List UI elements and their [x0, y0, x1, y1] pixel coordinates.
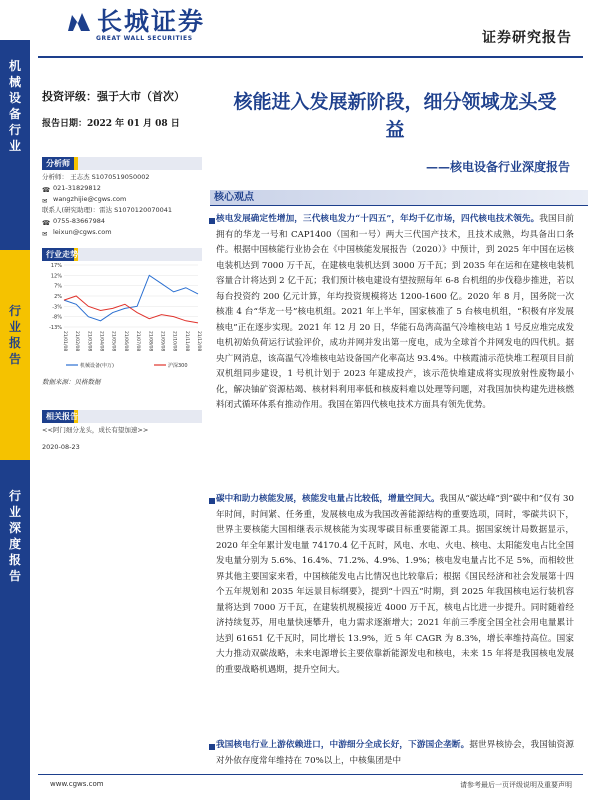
footer-url[interactable]: www.cgws.com	[50, 780, 104, 788]
contact-email[interactable]: ✉ leixun@cgws.com	[42, 228, 112, 238]
x-tick-label: 21/04/08	[98, 331, 104, 352]
contact-name: 联系人(研究助理)：雷达 S1070120070041	[42, 206, 173, 214]
core-view-head	[210, 190, 588, 205]
paragraph-2-lead: 碳中和助力核能发展，核能发电量占比较低，增量空间大。	[216, 494, 440, 504]
paragraph-2-body: 我国从“碳达峰”到“碳中和”仅有 30 年时间，时间紧、任务重，发展核电成为我国改善能源结构的重要选项，同时，零碳共识下，世界主要核能大国相继表示规核能为实现零碳目标重要能源工具。据国家统计局数据显示，2020 年全年累计发电量 74170.4 亿千瓦时，风电、水电、火电、核电、太阳能发电占比全国发电量分别为 5.6%、16.4%、71.2%、4.9%、1.9%；核电发电量占比不足 5%，而相较世界其他主要国家来看，中国核能发电占比情况也比较靠后；根据《国民经济和社会发展第十四个五年规划和 2035 年远景目标纲要》，提到“十四五”时期，到 2025 年我国核电运行装机容量将达到 7000 万千瓦，在建装机规模接近 4000 万千瓦，核电占比进一步提升。同时随着经济持续复苏，用电量快速攀升，电力需求逐渐增大；2021 年前三季度全国全社会用电量累计达到 61651 亿千瓦时，同比增长 13.9%，近 5 年 CAGR 为 8.3%，增长率维持高位。国家大力推动双碳战略，未来电源增长主要依靠新能源发电和核电，未来 15 年将是我国核电发展的重要战略机遇期，提升空间大。	[216, 494, 574, 675]
x-tick-label: 21/11/08	[183, 331, 189, 352]
bullet-icon	[209, 218, 215, 224]
sidebar-char: 告	[8, 569, 21, 583]
x-tick-label: 21/06/08	[122, 331, 128, 352]
sidebar-char: 行	[8, 123, 21, 137]
logo	[66, 8, 205, 36]
report-subtitle: ——核电设备行业深度报告	[425, 160, 570, 174]
mail-icon: ✉	[42, 229, 48, 238]
analyst-email[interactable]: ✉ wangzhijie@cgws.com	[42, 195, 127, 205]
bullet-icon	[209, 744, 215, 750]
sidebar-char: 行	[8, 489, 21, 503]
analyst-section-head: 分析师	[42, 157, 202, 170]
legend-label: 沪深300	[168, 363, 188, 369]
sidebar-char: 备	[8, 107, 21, 121]
sidebar-label-report	[0, 303, 30, 367]
industry-trend-chart	[42, 261, 202, 371]
logo-text: 长城证券	[97, 7, 206, 36]
sidebar-char: 设	[8, 91, 21, 105]
paragraph-2	[216, 492, 574, 678]
paragraph-1-body: 我国目前拥有的华龙一号和 CAP1400（国和一号）两大三代国产技术，且技术成熟，均具备出口条件。根据中国核能行业协会在《中国核能发展报告（2020）》中预计，到 2025 年中国在运核电装机达到 7000 万千瓦，在建核电装机达到 3000 万千瓦；到 2035 年在运和在建核电装机容量合计将达到 2 亿千瓦；我们预计核电建设有望按照每年 6-8 台机组的步伐稳步推进，若以每台投资约 200 亿元计算，年均投资规模将达 1200-1600 亿。2020 年 8 月，国务院一次核准 4 台“华龙一号”核电机组。2021 年上半年，国家核准了 5 台核电机组，“积极有序发展核电”正在逐步实现。2021 年 12 月 20 日，华能石岛湾高温气冷堆核电站 1 号反应堆完成发电机初始负荷运行试验评价，成功并网并发出第一度电，成为全球首个并网发电的四代机。据央广网消息，该高温气冷堆核电站设备国产化率高达 93.4%。中核霞浦示范快堆工程项目目前双机组同步建设，1 号机计划于 2023 年建成投产，该示范快堆建成将实现放射性废物最小化，解决铀矿资源枯竭、核材料利用率低和核废料难以处理等问题，对我国加快构建先进核燃料闭式循环体系有推动作用。我国在第四代核电技术方面具有领先优势。	[216, 214, 574, 410]
x-tick-label: 21/12/08	[196, 331, 201, 352]
sidebar-char: 械	[8, 75, 21, 89]
paragraph-1-lead: 核电发展确定性增加，三代核电发力“十四五”，年均千亿市场，四代核电技术领先。	[216, 214, 540, 224]
analyst-name: 分析师： 王志杰 S1070519050002	[42, 173, 150, 181]
y-tick-label: -13%	[49, 325, 62, 331]
sidebar-char: 机	[8, 59, 21, 73]
y-tick-label: 2%	[54, 294, 62, 300]
sidebar-char: 告	[8, 352, 21, 366]
x-tick-label: 21/01/08	[62, 331, 67, 352]
sidebar-char: 业	[8, 139, 21, 153]
footer-disclaimer: 请参考最后一页评级说明及重要声明	[460, 781, 572, 789]
x-tick-label: 21/05/08	[110, 331, 116, 352]
sidebar-char: 报	[8, 336, 21, 350]
phone-icon: ☎	[42, 218, 51, 227]
contact-phone: ☎ 0755-83667984	[42, 217, 105, 227]
trend-section-head: 行业走势	[42, 248, 202, 261]
y-tick-label: -8%	[52, 314, 62, 321]
y-tick-label: 7%	[54, 283, 62, 290]
phone-icon: ☎	[42, 185, 51, 194]
x-tick-label: 21/08/08	[147, 331, 153, 352]
header-divider	[38, 56, 583, 58]
related-section-head: 相关报告	[42, 410, 202, 423]
paragraph-3	[216, 738, 574, 770]
x-tick-label: 21/02/08	[74, 331, 80, 352]
mail-icon: ✉	[42, 196, 48, 205]
title-line-1: 核能进入发展新阶段，细分领域龙头受	[233, 91, 557, 113]
bullet-icon	[209, 498, 215, 504]
sidebar-char: 报	[8, 553, 21, 567]
investment-rating: 投资评级：强于大市（首次）	[42, 90, 185, 103]
paragraph-3-lead: 我国核电行业上游依赖进口，中游细分全成长好，下游国企垄断。	[216, 740, 470, 750]
logo-subtext: GREAT WALL SECURITIES	[96, 35, 193, 42]
data-source: 数据来源：贝格数据	[42, 378, 101, 386]
y-tick-label: 17%	[50, 263, 62, 269]
x-tick-label: 21/07/08	[135, 331, 141, 352]
y-tick-label: -3%	[52, 304, 62, 311]
analyst-phone: ☎ 021-31829812	[42, 184, 101, 194]
series-line	[64, 296, 198, 323]
x-tick-label: 21/09/08	[159, 331, 165, 352]
report-type-label: 证券研究报告	[482, 30, 572, 46]
legend-label: 机械设备(申万)	[80, 363, 114, 369]
footer-divider	[38, 774, 583, 775]
related-report-date: 2020-08-23	[42, 443, 80, 451]
sidebar-char: 行	[8, 304, 21, 318]
sidebar-char: 业	[8, 505, 21, 519]
great-wall-logo-icon	[66, 9, 92, 35]
sidebar-label-deep-report	[0, 488, 30, 584]
core-view-title: 核心观点	[214, 192, 254, 203]
sidebar-char: 业	[8, 320, 21, 334]
info-column	[42, 88, 202, 453]
page-header	[0, 0, 600, 58]
x-tick-label: 21/10/08	[171, 331, 177, 352]
title-line-2: 益	[385, 119, 405, 141]
series-line	[64, 275, 198, 320]
report-date: 报告日期：2022 年 01 月 08 日	[42, 119, 180, 129]
sidebar-char: 深	[8, 521, 21, 535]
related-report-link[interactable]: <<阿门细分龙头，成长有望加速>>	[42, 426, 149, 434]
report-title	[210, 88, 580, 144]
sidebar-label-industry	[0, 58, 30, 154]
x-tick-label: 21/03/08	[86, 331, 92, 352]
core-view-divider	[210, 205, 588, 206]
y-tick-label: 12%	[50, 273, 62, 280]
sidebar-char: 度	[8, 537, 21, 551]
paragraph-3-body: 据世界核协会，我国铀资源对外依存度常年维持在 70%以上，中核集团是中	[216, 740, 574, 766]
paragraph-1	[216, 212, 574, 414]
